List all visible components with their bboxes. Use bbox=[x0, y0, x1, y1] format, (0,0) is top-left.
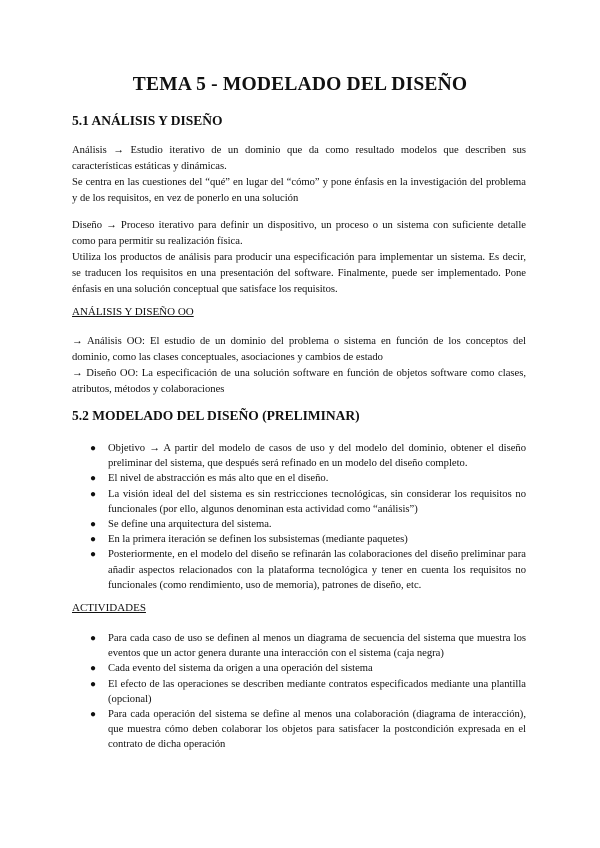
bullet-icon: ● bbox=[90, 488, 97, 500]
bullet-icon: ● bbox=[90, 549, 97, 561]
bullet-icon: ● bbox=[90, 473, 97, 485]
list-item: ● Posteriormente, en el modelo del diseño se refinarán las colaboraciones del diseño preliminar para añadir aspectos relacionados con la plataforma tecnológica y tener en cuenta los requisitos no funcionales (como rendimiento, uso de memoria), patrones de diseño, etc. bbox=[90, 549, 526, 591]
paragraph-diseno-definicion: Diseño → Proceso iterativo para definir un dispositivo, un proceso o un sistema con suficiente detalle como para permitir su realización física. bbox=[72, 220, 526, 248]
list-item: ● Para cada caso de uso se definen al menos un diagrama de secuencia del sistema que muestra los eventos que un actor genera durante una interacción con el sistema (caja negra) bbox=[90, 633, 526, 660]
bullet-icon: ● bbox=[90, 519, 97, 531]
bullet-icon: ● bbox=[90, 633, 97, 644]
subheading-analisis-diseno-oo: ANÁLISIS Y DISEÑO OO bbox=[72, 306, 194, 318]
subheading-actividades: ACTIVIDADES bbox=[72, 602, 146, 614]
paragraph-analisis-definicion: Análisis → Estudio iterativo de un dominio que da como resultado modelos que describen sus características estáticas y dinámicas. bbox=[72, 145, 526, 173]
list-item: ● El efecto de las operaciones se describen mediante contratos especificados mediante una plantilla (opcional) bbox=[90, 678, 526, 705]
section-body-analisis bbox=[72, 143, 526, 207]
list-item: ● Se define una arquitectura del sistema. bbox=[90, 517, 526, 532]
bullet-icon: ● bbox=[90, 534, 97, 546]
bullet-icon: ● bbox=[90, 709, 97, 721]
section-heading-modelado-diseno: 5.2 MODELADO DEL DISEÑO (PRELIMINAR) bbox=[72, 408, 360, 423]
list-item: ● Objetivo → A partir del modelo de casos de uso y del modelo del dominio, obtener el diseño preliminar del sistema, que después será refinado en un modelo del diseño completo. bbox=[90, 443, 526, 470]
list-item: ● La visión ideal del del sistema es sin restricciones tecnológicas, sin considerar los requisitos no funcionales (por ello, algunos denominan esta actividad como “análisis”) bbox=[90, 488, 526, 515]
bullet-icon: ● bbox=[90, 663, 97, 675]
list-item: ● Cada evento del sistema da origen a una operación del sistema bbox=[90, 661, 526, 676]
bullet-icon: ● bbox=[90, 443, 97, 454]
paragraph-analisis-oo: → Análisis OO: El estudio de un dominio del problema o sistema en función de los conceptos del dominio, como las clases conceptuales, asociaciones y cambios de estado bbox=[72, 336, 526, 364]
page-title: TEMA 5 - MODELADO DEL DISEÑO bbox=[132, 74, 468, 95]
list-item: ● Para cada operación del sistema se define al menos una colaboración (diagrama de interacción), que muestra cómo deben colaborar los objetos para satisfacer la postcondición expresada en el contrato de dicha operación bbox=[90, 709, 526, 751]
section-heading-analisis-diseno: 5.1 ANÁLISIS Y DISEÑO bbox=[72, 113, 223, 128]
list-item: ● El nivel de abstracción es más alto que en el diseño. bbox=[90, 471, 526, 486]
paragraph-diseno-oo: → Diseño OO: La especificación de una solución software en función de objetos software como clases, atributos, métodos y colaboraciones bbox=[72, 368, 526, 396]
list-item: ● En la primera iteración se definen los subsistemas (mediante paquetes) bbox=[90, 532, 526, 547]
paragraph-analisis-enfoque: Se centra en las cuestiones del “qué” en lugar del “cómo” y pone énfasis en la investigación del problema y de los requisitos, en vez de ponerlo en una solución bbox=[72, 177, 526, 205]
section-body-oo bbox=[72, 334, 526, 398]
paragraph-diseno-productos: Utiliza los productos de análisis para producir una especificación para implementar un sistema. Es decir, se traducen los requisitos en una presentación del software. Finalmente, puede ser implementado. Pone énfasis en una solución conceptual que satisface los requisitos. bbox=[72, 252, 526, 296]
bullet-list-modelado bbox=[90, 441, 526, 593]
bullet-icon: ● bbox=[90, 678, 97, 690]
section-body-diseno bbox=[72, 218, 526, 298]
bullet-list-actividades bbox=[90, 631, 526, 753]
